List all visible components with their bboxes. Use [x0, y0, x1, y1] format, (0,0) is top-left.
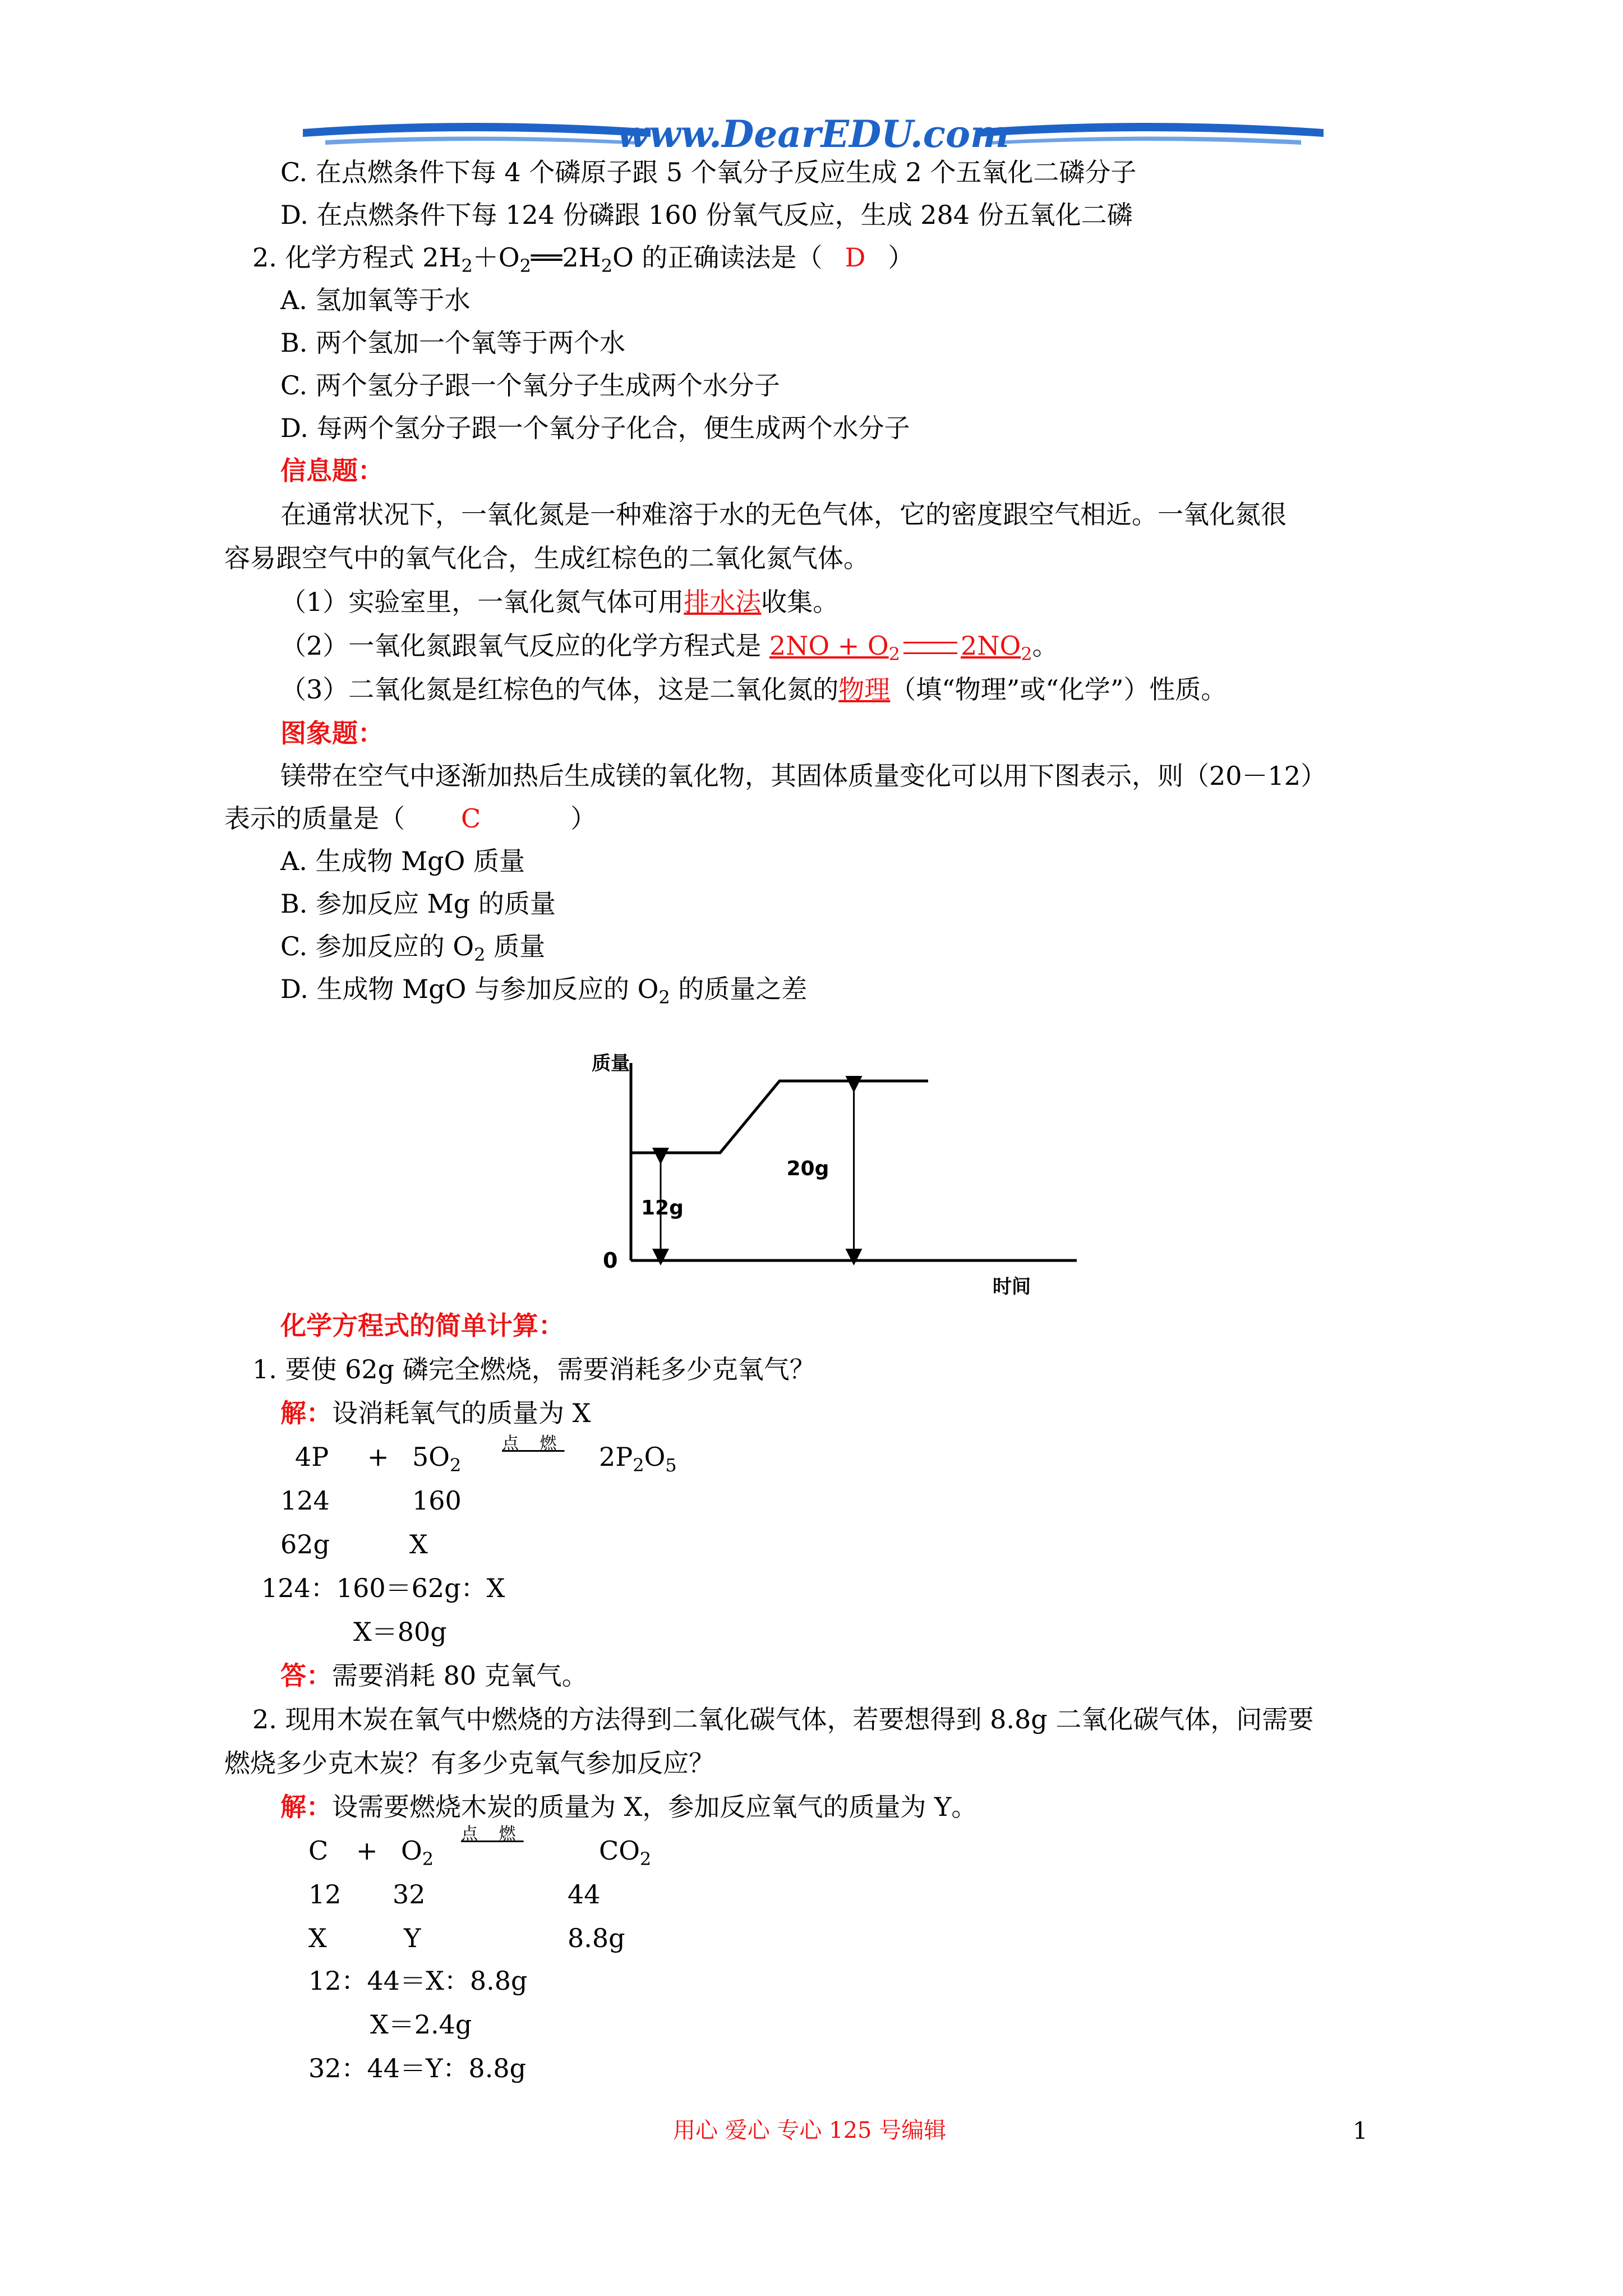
q2-answer: D — [845, 242, 866, 273]
calc-p2-row2-b: Y — [404, 1923, 421, 1953]
graph-option-c: C. 参加反应的 $O_2$ 质量 — [280, 931, 546, 965]
calc-p2-row1-b: 32 — [393, 1879, 426, 1910]
calc-p1-eq-product: $2P_2O_5$ — [599, 1442, 677, 1476]
calc-p1-row2-a: 62g — [280, 1529, 330, 1559]
calc-p2-row2-a: X — [308, 1923, 327, 1953]
calc-p1-stem: 1. 要使 62g 磷完全燃烧，需要消耗多少克氧气？ — [252, 1354, 815, 1384]
calc-p2-result-x: X＝2.4g — [370, 2009, 472, 2040]
graph-heading: 图象题： — [280, 718, 384, 748]
footer-editor: 用心 爱心 专心 125 号编辑 — [673, 2118, 947, 2143]
graph-option-d: D. 生成物 MgO 与参加反应的 $O_2$ 的质量之差 — [280, 974, 808, 1008]
mass-series-line — [631, 1081, 928, 1153]
graph-answer: C — [461, 803, 481, 834]
calc-p2-ratio1: 12：44＝X：8.8g — [308, 1966, 528, 1996]
calc-p1-solution: 解：设消耗氧气的质量为 X — [280, 1398, 591, 1428]
info-q1: （1）实验室里，一氧化氮气体可用排水法收集。 — [280, 587, 839, 617]
calc-p2-stem-line2: 燃烧多少克木炭？有多少克氧气参加反应？ — [224, 1748, 714, 1778]
calc-p2-row1-c: 44 — [568, 1879, 601, 1910]
calc-p2-row1-a: 12 — [308, 1879, 342, 1910]
q2-stem: 2. 化学方程式 $2H_2+O_2══2H_2O$ 的正确读法是（ D ） — [252, 242, 914, 277]
calc-p2-eq-condition: 点 燃 — [461, 1824, 524, 1844]
q1-option-d: D. 在点燃条件下每 124 份磷跟 160 份氧气反应，生成 284 份五氧化二磷 — [280, 200, 1133, 230]
calc-p2-row2-c: 8.8g — [568, 1923, 625, 1953]
calc-p2-stem-line1: 2. 现用木炭在氧气中燃烧的方法得到二氧化碳气体，若要想得到 8.8g 二氧化碳气体，问需要 — [252, 1704, 1314, 1734]
q2-option-d: D. 每两个氢分子跟一个氧分子化合，便生成两个水分子 — [280, 413, 910, 443]
calc-p1-row2-b: X — [409, 1529, 428, 1559]
graph-option-b: B. 参加反应 Mg 的质量 — [280, 889, 556, 919]
calc-p1-row1-a: 124 — [280, 1485, 330, 1516]
calc-p2-eq-plus: + — [356, 1835, 378, 1866]
calc-p1-eq-reactant1: 4P — [295, 1442, 329, 1472]
site-logo — [303, 112, 1324, 163]
calc-p1-ratio: 124：160＝62g：X — [261, 1573, 505, 1603]
info-heading: 信息题： — [280, 455, 384, 486]
q2-option-c: C. 两个氢分子跟一个氧分子生成两个水分子 — [280, 370, 780, 401]
calc-p2-eq-reactant2: $O_2$ — [401, 1835, 434, 1870]
graph-para-line2: 表示的质量是（ C ） — [224, 803, 597, 834]
q2-option-b: B. 两个氢加一个氧等于两个水 — [280, 328, 626, 358]
y-axis-label: 质量 — [592, 1052, 630, 1075]
q2-option-a: A. 氢加氧等于水 — [280, 285, 471, 315]
mass-time-chart — [561, 1041, 1099, 1310]
logo-text: www.DearEDU.com — [617, 112, 1009, 156]
info-q2-answer: $2NO + O_2$ $2NO_2$ — [769, 631, 1032, 665]
graph-option-a: A. 生成物 MgO 质量 — [280, 846, 525, 876]
graph-para-line1: 镁带在空气中逐渐加热后生成镁的氧化物，其固体质量变化可以用下图表示，则（20－12） — [280, 761, 1327, 791]
info-q3-answer: 物理 — [838, 674, 891, 705]
annotation-20g-label: 20g — [786, 1157, 829, 1180]
calc-p1-answer: 答：需要消耗 80 克氧气。 — [280, 1660, 588, 1691]
info-q2: （2）一氧化氮跟氧气反应的化学方程式是 $2NO + O_2$ $2NO_2$。 — [280, 631, 1058, 665]
info-q3: （3）二氧化氮是红棕色的气体，这是二氧化氮的物理（填“物理”或“化学”）性质。 — [280, 674, 1227, 705]
x-axis-label: 时间 — [993, 1276, 1031, 1298]
info-q1-answer: 排水法 — [684, 587, 762, 617]
q1-option-c: C. 在点燃条件下每 4 个磷原子跟 5 个氧分子反应生成 2 个五氧化二磷分子 — [280, 157, 1137, 187]
calc-p1-result: X＝80g — [353, 1617, 447, 1647]
calc-heading: 化学方程式的简单计算： — [280, 1310, 564, 1341]
calc-p2-eq-reactant1: C — [308, 1835, 329, 1866]
annotation-12g-label: 12g — [641, 1197, 684, 1220]
info-para-line1: 在通常状况下，一氧化氮是一种难溶于水的无色气体，它的密度跟空气相近。一氧化氮很 — [280, 499, 1287, 530]
calc-p1-eq-reactant2: $5O_2$ — [412, 1442, 462, 1476]
page-number: 1 — [1353, 2117, 1368, 2145]
info-para-line2: 容易跟空气中的氧气化合，生成红棕色的二氧化氮气体。 — [224, 543, 869, 573]
calc-p2-solution: 解：设需要燃烧木炭的质量为 X，参加反应氧气的质量为 Y。 — [280, 1792, 978, 1822]
calc-p2-eq-product: $CO_2$ — [599, 1835, 652, 1870]
calc-p1-eq-condition: 点 燃 — [502, 1434, 565, 1453]
calc-p2-ratio2: 32：44＝Y：8.8g — [308, 2053, 527, 2083]
calc-p1-row1-b: 160 — [412, 1485, 462, 1516]
calc-p1-eq-plus: + — [367, 1442, 389, 1472]
origin-label: 0 — [603, 1248, 618, 1273]
